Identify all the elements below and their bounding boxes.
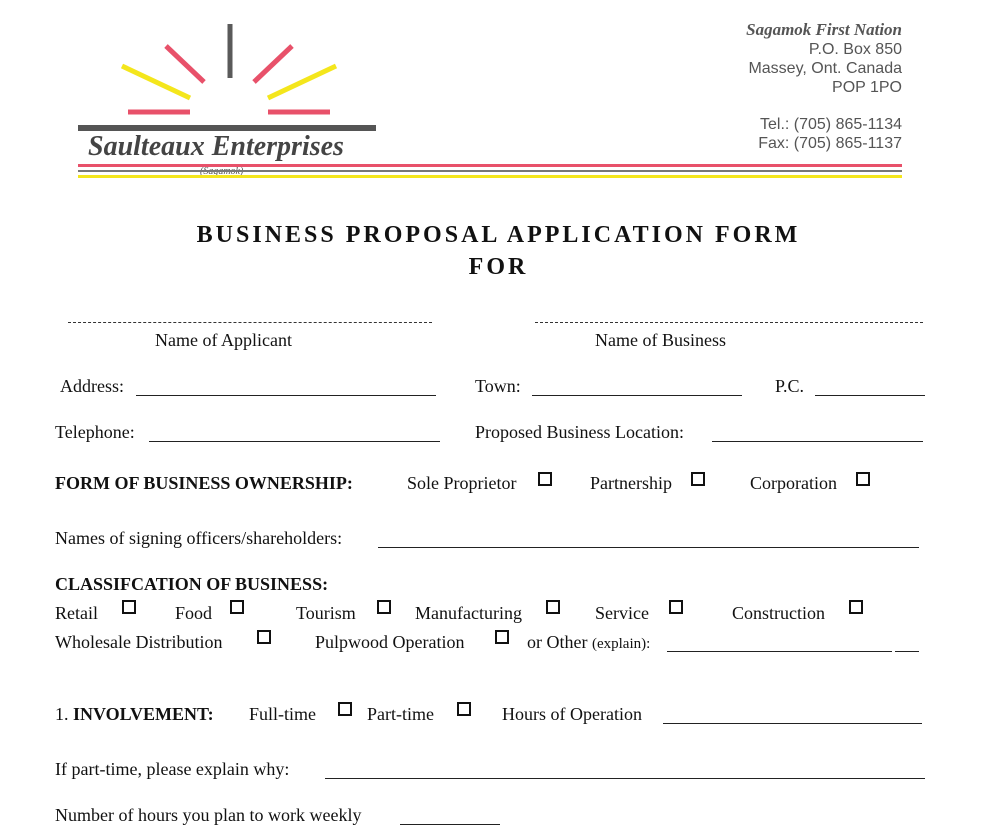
letterhead-yellow-bar	[78, 175, 902, 178]
signing-officers-field[interactable]	[378, 547, 919, 548]
address-line1: P.O. Box 850	[808, 41, 902, 58]
sole-proprietor-checkbox[interactable]	[538, 472, 552, 486]
telephone-field[interactable]	[149, 441, 440, 442]
company-name-text: Saulteaux Enterprises	[88, 131, 344, 162]
pulpwood-checkbox[interactable]	[495, 630, 509, 644]
weekly-hours-label: Number of hours you plan to work weekly	[55, 805, 362, 825]
weekly-hours-field[interactable]	[400, 824, 500, 825]
ownership-heading: FORM OF BUSINESS OWNERSHIP:	[55, 473, 353, 493]
pc-label: P.C.	[775, 376, 805, 396]
retail-checkbox[interactable]	[122, 600, 136, 614]
pc-field[interactable]	[815, 395, 925, 396]
parttime-explain-field[interactable]	[325, 778, 925, 779]
address-line3: POP 1PO	[832, 79, 902, 96]
fax-number: Fax: (705) 865-1137	[758, 135, 902, 152]
town-label: Town:	[475, 376, 521, 396]
hours-of-operation-label: Hours of Operation	[502, 704, 642, 724]
tourism-checkbox[interactable]	[377, 600, 391, 614]
town-field[interactable]	[532, 395, 742, 396]
construction-checkbox[interactable]	[849, 600, 863, 614]
logo-ray-left-pink	[166, 46, 204, 82]
involvement-heading-text: INVOLVEMENT:	[73, 704, 214, 724]
logo-ray-right-pink	[254, 46, 292, 82]
business-name-label: Name of Business	[595, 330, 726, 350]
hours-of-operation-field[interactable]	[663, 723, 922, 724]
corporation-checkbox[interactable]	[856, 472, 870, 486]
construction-label: Construction	[732, 603, 825, 623]
tourism-label: Tourism	[296, 603, 356, 623]
letterhead-pink-bar	[78, 164, 902, 167]
company-name	[88, 131, 344, 163]
form-title-for: FOR	[468, 254, 529, 280]
service-label: Service	[595, 603, 649, 623]
address-label: Address:	[60, 376, 124, 396]
logo-ray-right-yellow	[268, 66, 336, 98]
parttime-explain-label: If part-time, please explain why:	[55, 759, 290, 779]
telephone-label: Telephone:	[55, 422, 135, 442]
address-field[interactable]	[136, 395, 436, 396]
sole-proprietor-label: Sole Proprietor	[407, 473, 517, 493]
pulpwood-label: Pulpwood Operation	[315, 632, 465, 652]
manufacturing-label: Manufacturing	[415, 603, 522, 623]
applicant-name-label: Name of Applicant	[155, 330, 292, 350]
applicant-name-line[interactable]	[68, 322, 432, 323]
letterhead-gray-bar	[78, 170, 902, 172]
food-checkbox[interactable]	[230, 600, 244, 614]
logo-ray-left-yellow	[122, 66, 190, 98]
classification-heading: CLASSIFCATION OF BUSINESS:	[55, 574, 329, 594]
proposed-location-label: Proposed Business Location:	[475, 422, 684, 442]
other-field[interactable]	[667, 651, 892, 652]
other-field-extra[interactable]	[895, 651, 919, 652]
telephone-number: Tel.: (705) 865-1134	[759, 116, 902, 133]
fulltime-label: Full-time	[249, 704, 316, 724]
partnership-label: Partnership	[590, 473, 672, 493]
wholesale-label: Wholesale Distribution	[55, 632, 223, 652]
parttime-checkbox[interactable]	[457, 702, 471, 716]
address-line2: Massey, Ont. Canada	[748, 60, 902, 77]
retail-label: Retail	[55, 603, 98, 623]
food-label: Food	[175, 603, 213, 623]
business-name-line[interactable]	[535, 322, 923, 323]
corporation-label: Corporation	[750, 473, 837, 493]
wholesale-checkbox[interactable]	[257, 630, 271, 644]
proposed-location-field[interactable]	[712, 441, 923, 442]
other-explain-text: (explain):	[591, 636, 651, 652]
form-title: BUSINESS PROPOSAL APPLICATION FORM	[196, 222, 801, 248]
involvement-heading	[55, 703, 214, 725]
address-block	[746, 20, 902, 153]
signing-officers-label: Names of signing officers/shareholders:	[55, 528, 343, 548]
service-checkbox[interactable]	[669, 600, 683, 614]
partnership-checkbox[interactable]	[691, 472, 705, 486]
fulltime-checkbox[interactable]	[338, 702, 352, 716]
manufacturing-checkbox[interactable]	[546, 600, 560, 614]
other-label	[527, 631, 650, 655]
other-label-text: or Other	[527, 632, 588, 652]
org-name: Sagamok First Nation	[746, 20, 902, 39]
involvement-number: 1.	[55, 704, 69, 724]
parttime-label: Part-time	[367, 704, 434, 724]
